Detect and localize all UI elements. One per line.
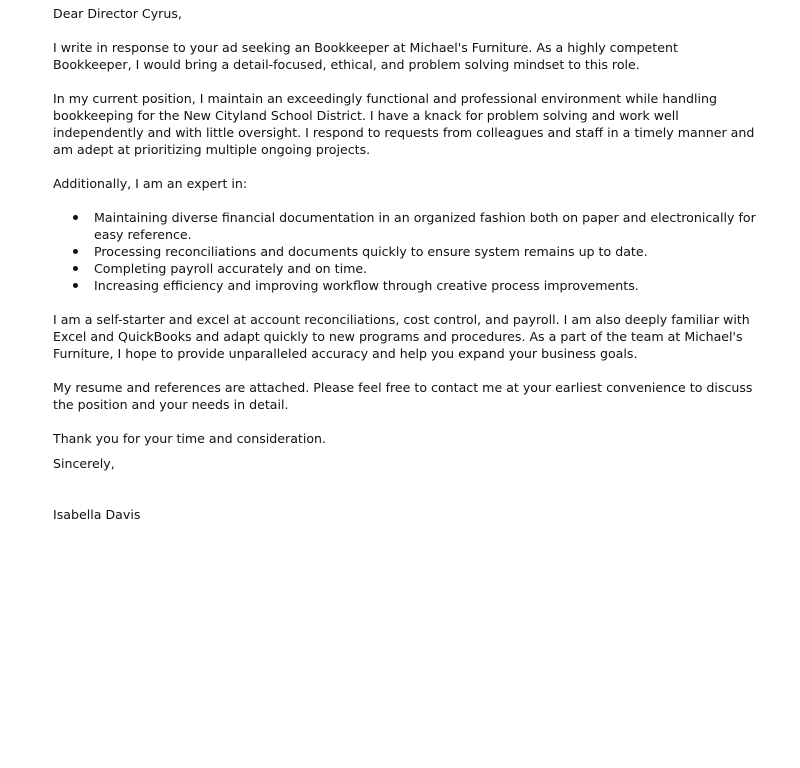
bullet-icon bbox=[73, 266, 78, 271]
bullet-icon bbox=[73, 249, 78, 254]
paragraph-resume: My resume and references are attached. Please feel free to contact me at your earliest convenience to discuss the position and your needs in detail. bbox=[53, 380, 753, 412]
closing-line: Sincerely, bbox=[53, 456, 115, 471]
paragraph-intro: I write in response to your ad seeking an Bookkeeper at Michael's Furniture. As a highly competent Bookkeeper, I would bring a detail-focused, ethical, and problem solving mindset to this role. bbox=[53, 40, 678, 72]
cover-letter bbox=[53, 5, 758, 523]
list-intro: Additionally, I am an expert in: bbox=[53, 176, 248, 191]
bullet-icon bbox=[73, 283, 78, 288]
list-item bbox=[53, 209, 758, 243]
paragraph-current-position: In my current position, I maintain an exceedingly functional and professional environment while handling bookkeeping for the New Cityland School District. I have a knack for problem solving and work well independently and with little oversight. I respond to requests from colleagues and staff in a timely manner and am adept at prioritizing multiple ongoing projects. bbox=[53, 91, 755, 157]
list-item-text: Processing reconciliations and documents quickly to ensure system remains up to date. bbox=[94, 244, 648, 259]
list-item bbox=[53, 243, 758, 260]
list-item bbox=[53, 277, 758, 294]
list-item bbox=[53, 260, 758, 277]
expertise-list bbox=[53, 209, 758, 294]
signature-name: Isabella Davis bbox=[53, 507, 141, 522]
list-item-text: Maintaining diverse financial documentation in an organized fashion both on paper and electronically for easy reference. bbox=[94, 210, 756, 242]
salutation: Dear Director Cyrus, bbox=[53, 6, 182, 21]
list-item-text: Increasing efficiency and improving workflow through creative process improvements. bbox=[94, 278, 639, 293]
list-item-text: Completing payroll accurately and on time. bbox=[94, 261, 368, 276]
paragraph-skills: I am a self-starter and excel at account reconciliations, cost control, and payroll. I am also deeply familiar with Excel and QuickBooks and adapt quickly to new programs and procedures. As a part of the team at Michael's Furniture, I hope to provide unparalleled accuracy and help you expand your business goals. bbox=[53, 312, 750, 361]
bullet-icon bbox=[73, 215, 78, 220]
thanks-line: Thank you for your time and consideration. bbox=[53, 431, 327, 446]
